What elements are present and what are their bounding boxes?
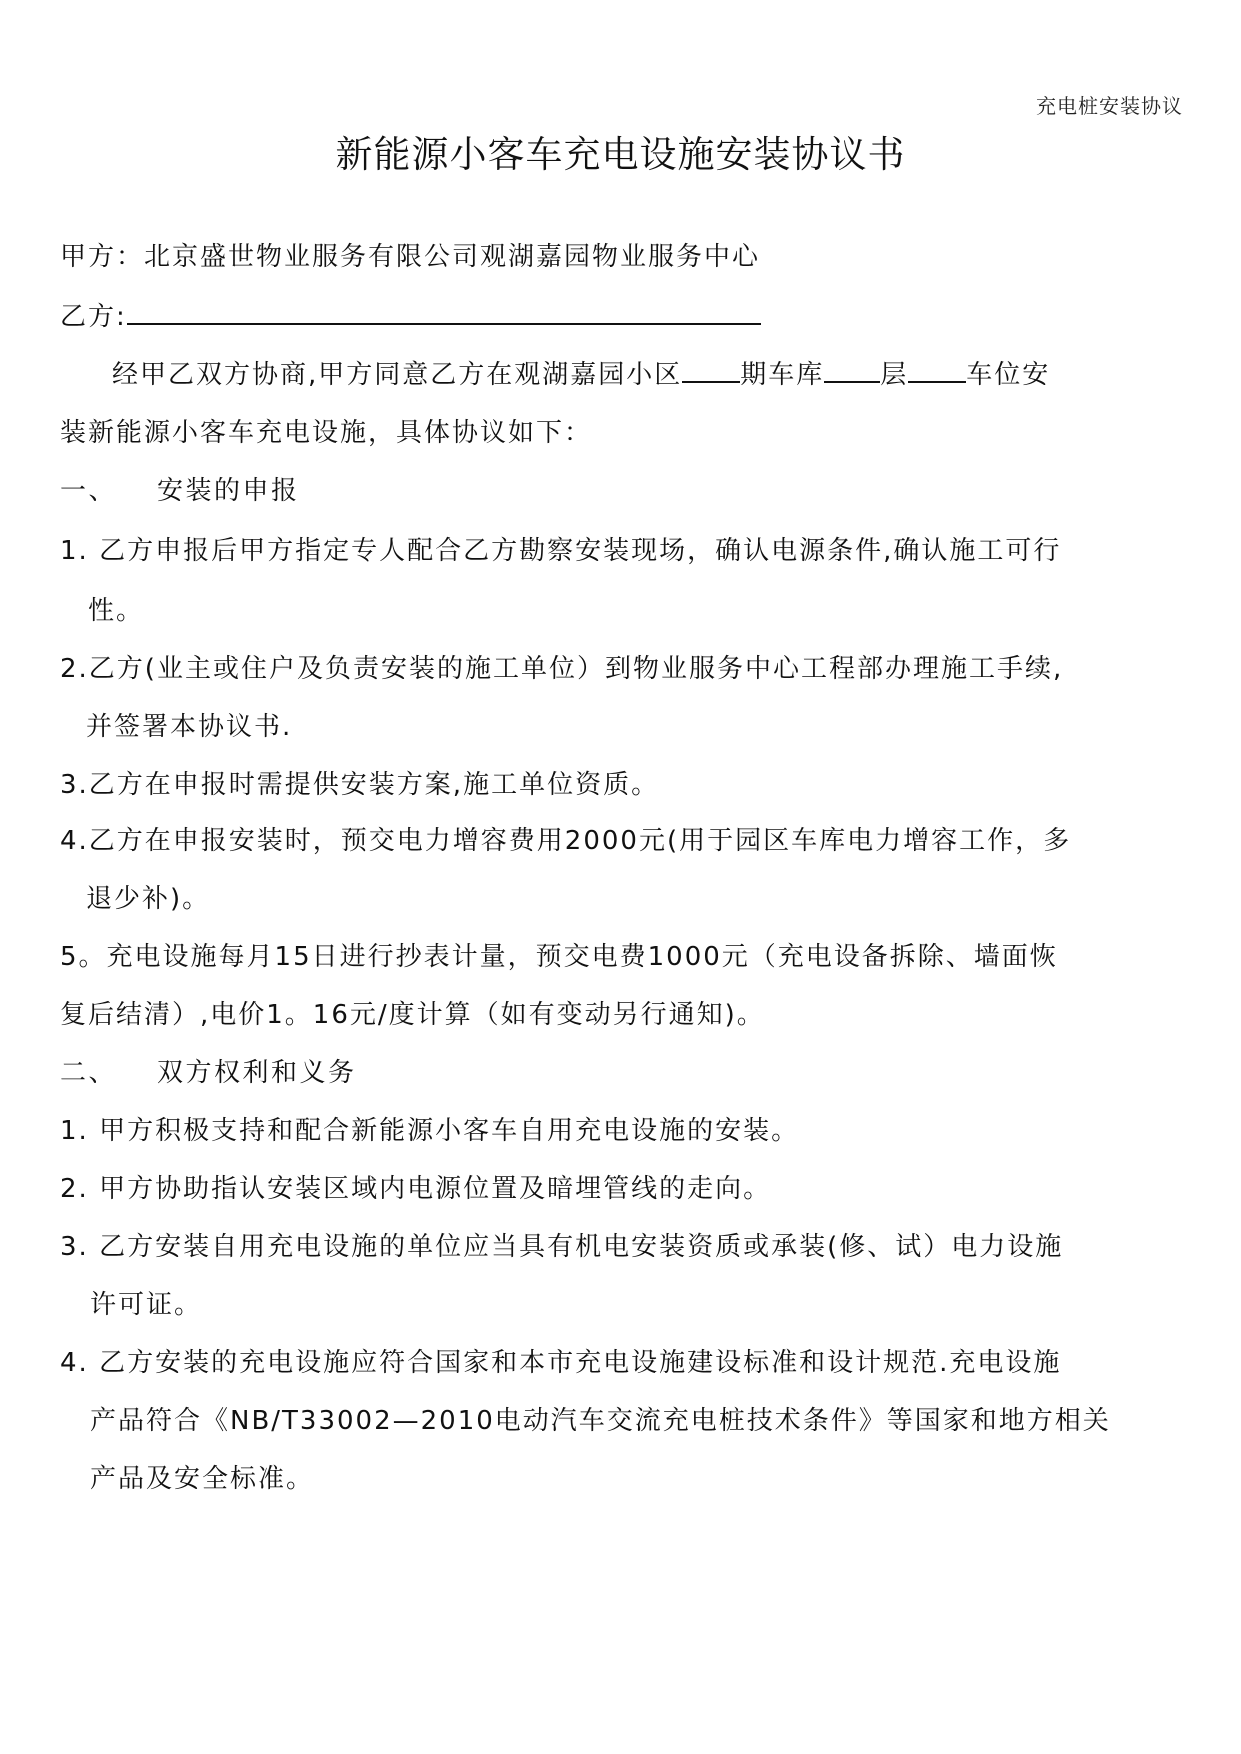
party-a-name: 北京盛世物业服务有限公司观湖嘉园物业服务中心 (144, 242, 761, 272)
s2-item-1-line-1: 1. 甲方积极支持和配合新能源小客车自用充电设施的安装。 (60, 1116, 800, 1146)
s1-item-5-line-1: 5。充电设施每月15日进行抄表计量，预交电费1000元（充电设备拆除、墙面恢 (60, 942, 1058, 972)
intro-part-2: 期车库 (740, 360, 825, 390)
s1-item-1-line-2: 性。 (88, 596, 145, 626)
intro-part-3: 层 (880, 360, 909, 390)
s2-item-2-line-1: 2. 甲方协助指认安装区域内电源位置及暗埋管线的走向。 (60, 1174, 772, 1204)
s1-item-1-line-1: 1. 乙方申报后甲方指定专人配合乙方勘察安装现场，确认电源条件,确认施工可行 (60, 536, 1062, 566)
party-b-line (60, 296, 1185, 333)
floor-blank (824, 355, 880, 383)
section-1-title: 安装的申报 (157, 476, 300, 506)
phase-blank (682, 355, 740, 383)
section-2-title: 双方权利和义务 (157, 1058, 357, 1088)
parking-space-blank (908, 355, 966, 383)
intro-part-4: 车位安 (966, 360, 1051, 390)
s1-item-5-line-2: 复后结清）,电价1。16元/度计算（如有变动另行通知)。 (60, 1000, 765, 1030)
intro-part-1: 经甲乙双方协商,甲方同意乙方在观湖嘉园小区 (112, 360, 683, 390)
s1-item-4-line-2: 退少补)。 (86, 884, 211, 914)
party-a-line (60, 236, 1185, 273)
s1-item-2-line-1: 2.乙方(业主或住户及负责安装的施工单位）到物业服务中心工程部办理施工手续, (60, 654, 1064, 684)
s1-item-2-line-2: 并签署本协议书. (86, 712, 293, 742)
s2-item-4-line-1: 4. 乙方安装的充电设施应符合国家和本市充电设施建设标准和设计规范.充电设施 (60, 1348, 1062, 1378)
section-1-number: 一、 (60, 476, 118, 506)
section-2-heading (60, 1052, 357, 1089)
intro-line-2: 装新能源小客车充电设施，具体协议如下： (60, 418, 593, 448)
header-note: 充电桩安装协议 (1036, 94, 1183, 118)
s2-item-4-line-2: 产品符合《NB/T33002—2010电动汽车交流充电桩技术条件》等国家和地方相关 (90, 1406, 1111, 1436)
party-a-label: 甲方： (60, 242, 145, 272)
s2-item-4-line-3: 产品及安全标准。 (90, 1464, 315, 1494)
party-b-label: 乙方: (60, 302, 127, 332)
section-2-number: 二、 (60, 1058, 118, 1088)
s2-item-3-line-1: 3. 乙方安装自用充电设施的单位应当具有机电安装资质或承装(修、试）电力设施 (60, 1232, 1064, 1262)
intro-line-1 (60, 354, 1237, 391)
party-b-blank (127, 297, 761, 325)
section-1-heading (60, 470, 300, 507)
s1-item-3-line-1: 3.乙方在申报时需提供安装方案,施工单位资质。 (60, 770, 660, 800)
s1-item-4-line-1: 4.乙方在申报安装时，预交电力增容费用2000元(用于园区车库电力增容工作，多 (60, 826, 1072, 856)
s2-item-3-line-2: 许可证。 (90, 1290, 203, 1320)
document-title: 新能源小客车充电设施安装协议书 (335, 133, 906, 176)
